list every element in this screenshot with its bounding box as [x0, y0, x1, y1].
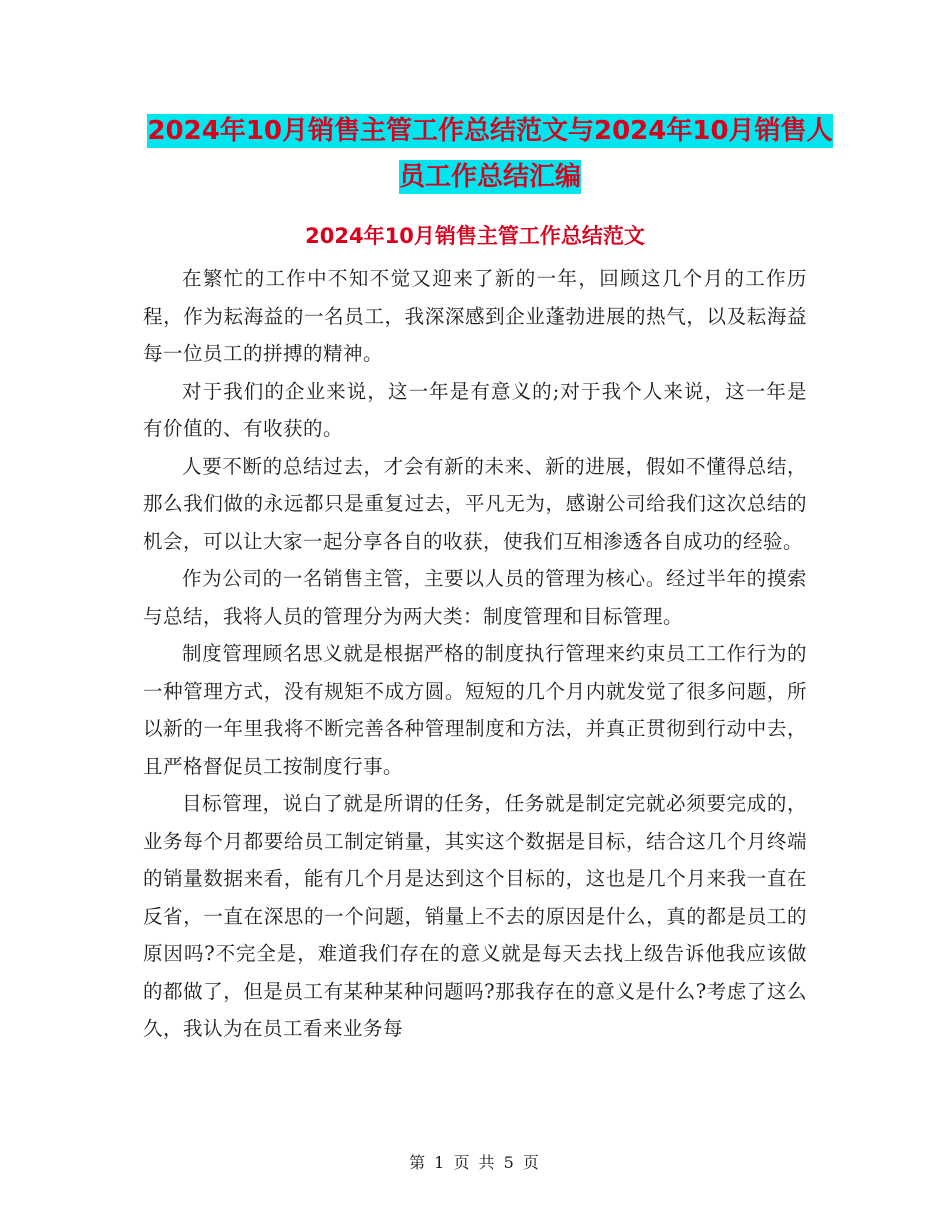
- paragraph-2: 对于我们的企业来说，这一年是有意义的;对于我个人来说，这一年是有价值的、有收获的。: [143, 379, 807, 440]
- paragraph-4: 作为公司的一名销售主管，主要以人员的管理为核心。经过半年的摸索与总结，我将人员的管理分为两大类：制度管理和目标管理。: [143, 567, 807, 628]
- document-body: [143, 260, 807, 1048]
- document-title: [140, 108, 840, 200]
- paragraph-3: 人要不断的总结过去，才会有新的未来、新的进展，假如不懂得总结，那么我们做的永远都只是重复过去，平凡无为，感谢公司给我们这次总结的机会，可以让大家一起分享各自的收获，使我们互相渗透各自成功的经验。: [143, 454, 807, 553]
- page-number-footer: 第 1 页 共 5 页: [409, 1153, 541, 1172]
- document-title-text: 2024年10月销售主管工作总结范文与2024年10月销售人员工作总结汇编: [147, 116, 833, 192]
- section-title: 2024年10月销售主管工作总结范文: [305, 224, 645, 248]
- paragraph-1: 在繁忙的工作中不知不觉又迎来了新的一年，回顾这几个月的工作历程，作为耘海益的一名员工，我深深感到企业蓬勃进展的热气，以及耘海益每一位员工的拼搏的精神。: [143, 267, 807, 365]
- paragraph-6: 目标管理，说白了就是所谓的任务，任务就是制定完就必须要完成的，业务每个月都要给员工制定销量，其实这个数据是目标，结合这几个月终端的销量数据来看，能有几个月是达到这个目标的，这也是几个月来我一直在反省，一直在深思的一个问题，销量上不去的原因是什么，真的都是员工的原因吗?不完全是，难道我们存在的意义就是每天去找上级告诉他我应该做的都做了，但是员工有某种某种问题吗?那我存在的意义是什么?考虑了这么久，我认为在员工看来业务每: [143, 792, 807, 1040]
- paragraph-5: 制度管理顾名思义就是根据严格的制度执行管理来约束员工工作行为的一种管理方式，没有规矩不成方圆。短短的几个月内就发觉了很多问题，所以新的一年里我将不断完善各种管理制度和方法，并真正贯彻到行动中去，且严格督促员工按制度行事。: [143, 642, 807, 778]
